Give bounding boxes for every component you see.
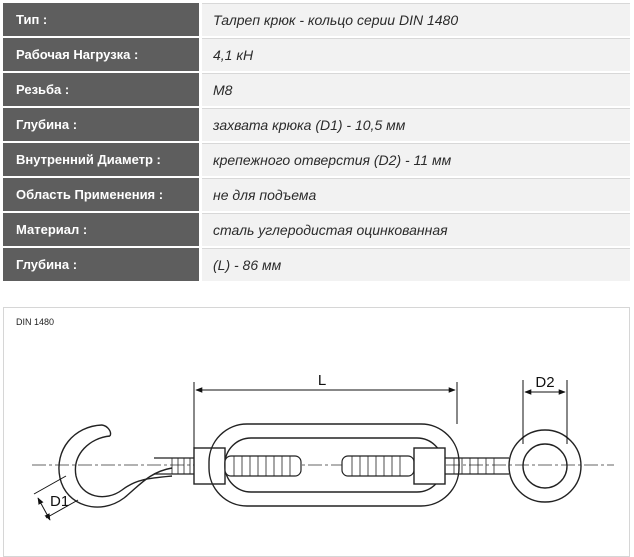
- dimension-l-label: L: [317, 372, 327, 389]
- eye-ring: [509, 430, 581, 502]
- spec-value: не для подъема: [202, 178, 630, 213]
- hook-end: [59, 425, 172, 507]
- spec-row-application: [3, 178, 630, 213]
- spec-label: Внутренний Диаметр :: [3, 143, 202, 178]
- technical-drawing-panel: [3, 307, 630, 557]
- spec-label: Рабочая Нагрузка :: [3, 38, 202, 73]
- spec-label: Глубина :: [3, 108, 202, 143]
- spec-value: 4,1 кН: [202, 38, 630, 73]
- spec-row-load: [3, 38, 630, 73]
- spec-row-length: [3, 248, 630, 283]
- spec-row-thread: [3, 73, 630, 108]
- spec-row-type: [3, 3, 630, 38]
- inner-threads: [225, 456, 414, 476]
- spec-value: захвата крюка (D1) - 10,5 мм: [202, 108, 630, 143]
- spec-label: Область Применения :: [3, 178, 202, 213]
- spec-label: Резьба :: [3, 73, 202, 108]
- turnbuckle-drawing: [4, 308, 631, 553]
- spec-value: сталь углеродистая оцинкованная: [202, 213, 630, 248]
- spec-label: Тип :: [3, 3, 202, 38]
- spec-table: [3, 3, 630, 283]
- spec-value: Талреп крюк - кольцо серии DIN 1480: [202, 3, 630, 38]
- spec-label: Материал :: [3, 213, 202, 248]
- spec-row-material: [3, 213, 630, 248]
- right-nut: [414, 448, 445, 484]
- spec-row-hook-depth: [3, 108, 630, 143]
- dimension-d1-label: D1: [50, 493, 70, 510]
- standard-label: DIN 1480: [16, 317, 55, 327]
- dimension-d2-label: D2: [535, 374, 555, 391]
- spec-value: крепежного отверстия (D2) - 11 мм: [202, 143, 630, 178]
- spec-value: (L) - 86 мм: [202, 248, 630, 283]
- spec-label: Глубина :: [3, 248, 202, 283]
- eye-shank: [445, 458, 509, 474]
- spec-value: М8: [202, 73, 630, 108]
- spec-row-inner-diameter: [3, 143, 630, 178]
